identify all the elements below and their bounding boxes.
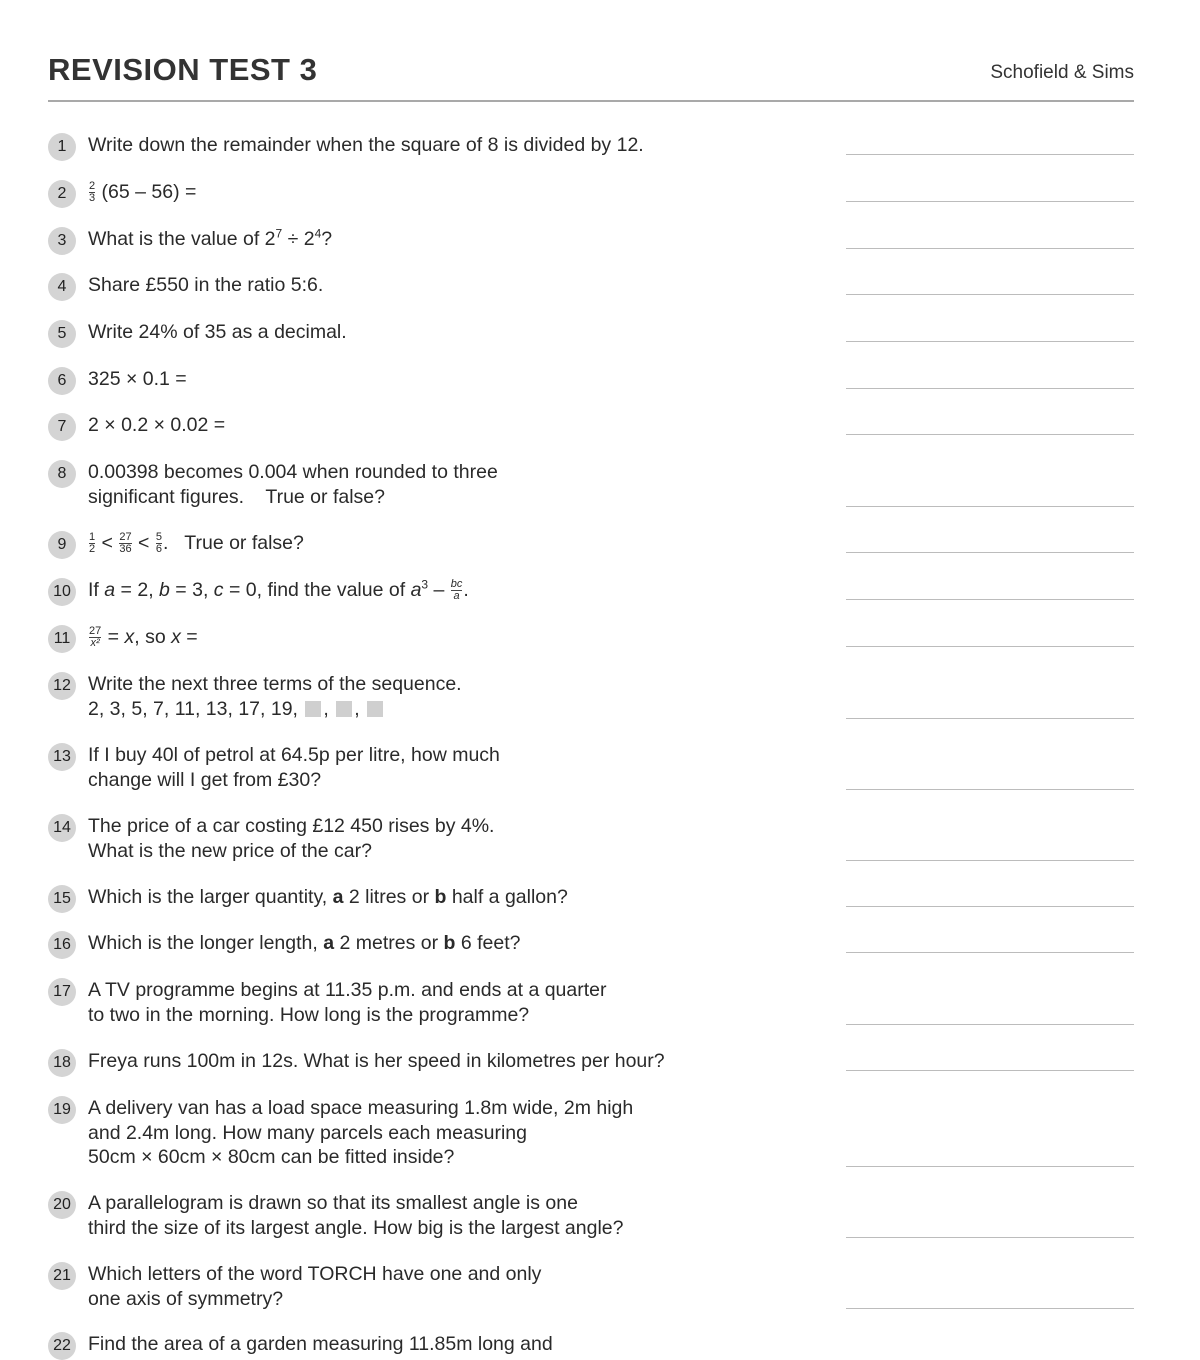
- question-number: 11: [48, 625, 76, 653]
- question-text: The price of a car costing £12 450 rises by 4%. What is the new price of the car?: [88, 815, 495, 862]
- answer-line[interactable]: [846, 906, 1134, 907]
- question-number: 16: [48, 931, 76, 959]
- answer-line[interactable]: [846, 552, 1134, 553]
- question-text: A delivery van has a load space measuring 1.8m wide, 2m high and 2.4m long. How many parcels each measuring 50cm × 60cm × 80cm can be fitted inside?: [88, 1097, 634, 1168]
- question-text: Write 24% of 35 as a decimal.: [88, 321, 347, 343]
- question-text: Write the next three terms of the sequence. 2, 3, 5, 7, 11, 13, 17, 19, , ,: [88, 673, 462, 720]
- answer-line[interactable]: [846, 294, 1134, 295]
- question-text: Which is the larger quantity, a 2 litres or b half a gallon?: [88, 886, 568, 908]
- question-text: If I buy 40l of petrol at 64.5p per litre, how much change will I get from £30?: [88, 744, 500, 791]
- question-number: 4: [48, 273, 76, 301]
- question-number: 9: [48, 531, 76, 559]
- question-number: 18: [48, 1049, 76, 1077]
- question-text: Find the area of a garden measuring 11.85m long and: [88, 1333, 553, 1355]
- question-number: 12: [48, 672, 76, 700]
- question-text: A TV programme begins at 11.35 p.m. and ends at a quarter to two in the morning. How long is the programme?: [88, 979, 607, 1026]
- answer-line[interactable]: [846, 1024, 1134, 1025]
- question-number: 22: [48, 1332, 76, 1360]
- question-number: 13: [48, 743, 76, 771]
- question-text: 2 × 0.2 × 0.02 =: [88, 414, 226, 436]
- question-number: 1: [48, 133, 76, 161]
- answer-line[interactable]: [846, 1166, 1134, 1167]
- question-number: 6: [48, 367, 76, 395]
- answer-line[interactable]: [846, 201, 1134, 202]
- answer-line[interactable]: [846, 388, 1134, 389]
- answer-line[interactable]: [846, 718, 1134, 719]
- header-divider: [48, 100, 1134, 102]
- question-number: 19: [48, 1096, 76, 1124]
- question-text: Which letters of the word TORCH have one and only one axis of symmetry?: [88, 1263, 542, 1310]
- question-number: 20: [48, 1191, 76, 1219]
- fraction: $\frac{2}{3}$: [89, 180, 96, 205]
- fraction: $\frac{27}{36}$: [119, 531, 132, 556]
- question-number: 5: [48, 320, 76, 348]
- question-number: 15: [48, 885, 76, 913]
- question-text: A parallelogram is drawn so that its smallest angle is one third the size of its largest angle. How big is the largest angle?: [88, 1192, 624, 1239]
- question-text: Write down the remainder when the square of 8 is divided by 12.: [88, 134, 644, 156]
- question-text: $\frac{1}{2}$ < $\frac{27}{36}$ < $\frac{5}{6}$ . True or false?: [89, 531, 304, 556]
- fraction: $\frac{1}{2}$: [89, 531, 96, 556]
- answer-line[interactable]: [846, 789, 1134, 790]
- question-text: 325 × 0.1 =: [88, 368, 187, 390]
- blank-box[interactable]: [305, 701, 321, 717]
- answer-line[interactable]: [846, 434, 1134, 435]
- question-text: 0.00398 becomes 0.004 when rounded to three significant figures. True or false?: [88, 461, 498, 508]
- blank-box[interactable]: [336, 701, 352, 717]
- question-text: Share £550 in the ratio 5:6.: [88, 274, 324, 296]
- question-number: 10: [48, 578, 76, 606]
- question-number: 17: [48, 978, 76, 1006]
- question-text: $\frac{2}{3}$ (65 – 56) =: [89, 180, 197, 205]
- answer-line[interactable]: [846, 599, 1134, 600]
- fraction: $\frac{bc}{a}$: [450, 578, 463, 603]
- answer-line[interactable]: [846, 860, 1134, 861]
- question-text: Which is the longer length, a 2 metres or b 6 feet?: [88, 932, 521, 954]
- fraction: $\frac{27}{\text{x²}}$: [89, 625, 102, 650]
- answer-line[interactable]: [846, 1308, 1134, 1309]
- publisher-name: Schofield & Sims: [990, 62, 1134, 83]
- page-title: REVISION TEST 3: [48, 52, 318, 87]
- answer-line[interactable]: [846, 1237, 1134, 1238]
- answer-line[interactable]: [846, 952, 1134, 953]
- question-number: 8: [48, 460, 76, 488]
- question-number: 14: [48, 814, 76, 842]
- page-header: [48, 52, 1134, 102]
- question-text: Freya runs 100m in 12s. What is her speed in kilometres per hour?: [88, 1050, 665, 1072]
- answer-line[interactable]: [846, 1070, 1134, 1071]
- answer-line[interactable]: [846, 506, 1134, 507]
- question-text: If a = 2, b = 3, c = 0, find the value of $a^3$ – $\frac{bc}{a}$ .: [88, 577, 469, 603]
- question-number: 7: [48, 413, 76, 441]
- question-text: $\frac{27}{\text{x²}}$ = x, so x =: [89, 625, 198, 650]
- question-number: 3: [48, 227, 76, 255]
- answer-line[interactable]: [846, 248, 1134, 249]
- answer-line[interactable]: [846, 646, 1134, 647]
- answer-line[interactable]: [846, 341, 1134, 342]
- fraction: $\frac{5}{6}$: [155, 531, 162, 556]
- question-text: What is the value of $2^7 \div 2^4$?: [88, 226, 333, 250]
- answer-line[interactable]: [846, 154, 1134, 155]
- blank-box[interactable]: [367, 701, 383, 717]
- question-number: 2: [48, 180, 76, 208]
- question-number: 21: [48, 1262, 76, 1290]
